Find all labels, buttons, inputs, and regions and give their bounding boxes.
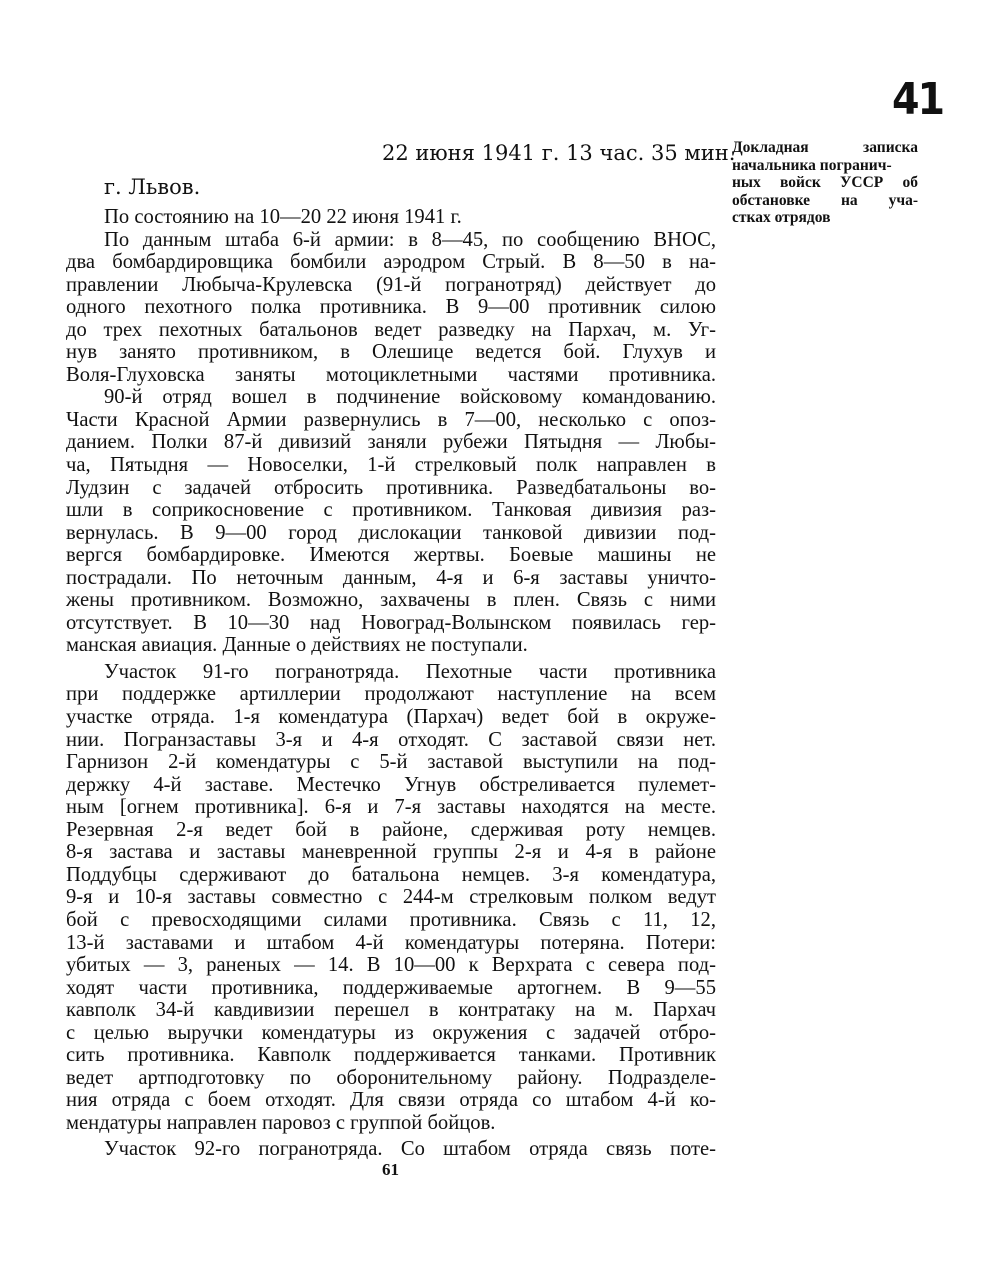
body-line: ходят части противника, поддерживаемые артогнем. В 9—55 — [66, 976, 716, 999]
body-line: мендатуры направлен паровоз с группой бойцов. — [66, 1111, 496, 1134]
body-line: 9-я и 10-я заставы совместно с 244-м стрелковым полком ведут — [66, 886, 716, 909]
body-line: По состоянию на 10—20 22 июня 1941 г. — [104, 206, 462, 228]
body-line: два бомбардировщика бомбили аэродром Стрый. В 8—50 в на- — [66, 251, 716, 274]
body-line: 8-я застава и заставы маневренной группы 2-я и 4-я в районе — [66, 841, 716, 864]
body-line: бой с превосходящими силами противника. Связь с 11, 12, — [66, 908, 716, 931]
body-line: ния отряда с боем отходят. Для связи отряда со штабом 4-й ко- — [66, 1089, 716, 1112]
body-line: Поддубцы сдерживают до батальона немцев. 3-я комендатура, — [66, 863, 716, 886]
body-line: ным [огнем противника]. 6-я и 7-я заставы находятся на месте. — [66, 796, 716, 819]
body-line: Части Красной Армии развернулись в 7—00, несколько с опоз- — [66, 408, 716, 431]
body-line: Резервная 2-я ведет бой в районе, сдерживая роту немцев. — [66, 818, 716, 841]
page-number: 61 — [382, 1160, 399, 1179]
body-line: убитых — 3, раненых — 14. В 10—00 к Верхрата с севера под- — [66, 954, 716, 977]
body-line: ведет артподготовку по оборонительному району. Подразделе- — [66, 1066, 716, 1089]
body-line: пострадали. По неточным данным, 4-я и 6-я заставы уничто- — [66, 566, 716, 589]
body-line: вергся бомбардировке. Имеются жертвы. Боевые машины не — [66, 544, 716, 567]
body-line: жены противником. Возможно, захвачены в плен. Связь с ними — [66, 589, 716, 612]
body-line: манская авиация. Данные о действиях не поступали. — [66, 634, 528, 657]
place-line: г. Львов. — [104, 175, 201, 199]
body-line: одного пехотного полка противника. В 9—00 противник силою — [66, 296, 716, 319]
title-note-line: стках отрядов — [732, 209, 831, 226]
body-line: По данным штаба 6-й армии: в 8—45, по сообщению ВНОС, — [104, 228, 716, 251]
body-line: Гарнизон 2-й комендатуры с 5-й заставой выступили на под- — [66, 751, 716, 774]
document-number: 41 — [892, 74, 944, 125]
date-line: 22 июня 1941 г. 13 час. 35 мин. — [382, 141, 736, 165]
body-line: шли в соприкосновение с противником. Танковая дивизия раз- — [66, 499, 716, 522]
body-line: с целью выручки комендатуры из окружения с задачей отбро- — [66, 1021, 716, 1044]
body-line: до трех пехотных батальонов ведет разведку на Пархач, м. Уг- — [66, 318, 716, 341]
body-line: нии. Погранзаставы 3-я и 4-я отходят. С заставой связи нет. — [66, 728, 716, 751]
body-line: ча, Пятыдня — Новоселки, 1-й стрелковый полк направлен в — [66, 454, 716, 477]
body-line: Участок 91-го погранотряда. Пехотные части противника — [104, 660, 716, 683]
body-line: сить противника. Кавполк поддерживается танками. Противник — [66, 1044, 716, 1067]
title-note-line: ных войск УССР об — [732, 174, 918, 191]
body-line: участке отряда. 1-я комендатура (Пархач) ведет бой в окруже- — [66, 706, 716, 729]
body-line: Воля-Глуховска заняты мотоциклетными частями противника. — [66, 363, 716, 386]
body-line: данием. Полки 87-й дивизий заняли рубежи Пятыдня — Любы- — [66, 431, 716, 454]
body-line: нув занято противником, в Олешице ведется бой. Глухув и — [66, 341, 716, 364]
title-note-line: обстановке на уча- — [732, 191, 918, 209]
body-line: 13-й заставами и штабом 4-й комендатуры потеряна. Потери: — [66, 931, 716, 954]
document-title-note — [732, 139, 918, 227]
body-line: при поддержке артиллерии продолжают наступление на всем — [66, 683, 716, 706]
body-line: вернулась. В 9—00 город дислокации танковой дивизии под- — [66, 521, 716, 544]
body-line: кавполк 34-й кавдивизии перешел в контратаку на м. Пархач — [66, 999, 716, 1022]
body-line: правлении Любыча-Крулевска (91-й погранотряд) действует до — [66, 273, 716, 296]
body-line: отсутствует. В 10—30 над Новоград-Волынском появилась гер- — [66, 611, 716, 634]
body-line: 90-й отряд вошел в подчинение войсковому командованию. — [104, 386, 716, 409]
body-line: держку 4-й заставе. Местечко Угнув обстреливается пулемет- — [66, 773, 716, 796]
body-line: Лудзин с задачей отбросить противника. Разведбатальоны во- — [66, 476, 716, 499]
document-body — [66, 206, 716, 1161]
body-line: Участок 92-го погранотряда. Со штабом отряда связь поте- — [104, 1138, 716, 1161]
title-note-line: Докладная записка — [732, 139, 918, 156]
title-note-line: начальника погранич- — [732, 156, 892, 174]
